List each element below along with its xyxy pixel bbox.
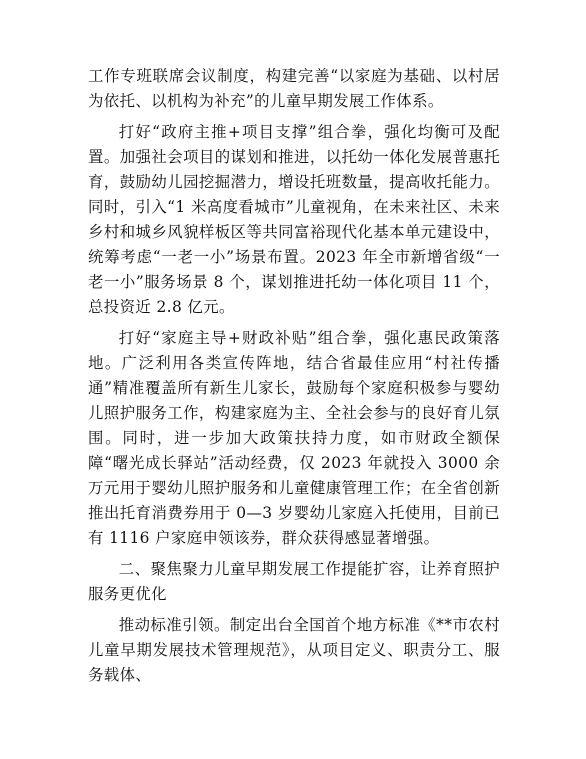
paragraph-government-project: 打好“政府主推+项目支撑”组合拳，强化均衡可及配置。加强社会项目的谋划和推进，以托幼一体化发展普惠托育，鼓励幼儿园挖掘潜力，增设托班数量，提高收托能力。同时，引入“1 米高度看城市”儿童视角，在未来社区、未来乡村和城乡风貌样板区等共同富裕现代化基本单元建设中，统筹考虑“一老一小”场景布置。2023 年全市新增省级“一老一小”服务场景 8 个，谋划推进托幼一体化项目 11 个，总投资近 2.8 亿元。 bbox=[88, 123, 500, 316]
document-body bbox=[88, 64, 500, 694]
section-heading-two: 二、聚焦聚力儿童早期发展工作提能扩容，让养育照护服务更优化 bbox=[88, 560, 500, 603]
paragraph-family-finance: 打好“家庭主导+财政补贴”组合拳，强化惠民政策落地。广泛利用各类宣传阵地，结合省最佳应用“村社传播通”精准覆盖所有新生儿家长，鼓励每个家庭积极参与婴幼儿照护服务工作，构建家庭为主、全社会参与的良好育儿氛围。同时，进一步加大政策扶持力度，如市财政全额保障“曙光成长驿站”活动经费，仅 2023 年就投入 3000 余万元用于婴幼儿照护服务和儿童健康管理工作；在全省创新推出托育消费券用于 0—3 岁婴幼儿家庭入托使用，目前已有 1116 户家庭申领该券，群众获得感显著增强。 bbox=[88, 329, 500, 547]
paragraph-standards: 推动标准引领。制定出台全国首个地方标准《**市农村儿童早期发展技术管理规范》，从项目定义、职责分工、服务载体、 bbox=[88, 616, 500, 684]
paragraph-intro-continuation: 工作专班联席会议制度，构建完善“以家庭为基础、以村居为依托、以机构为补充”的儿童早期发展工作体系。 bbox=[88, 67, 500, 110]
